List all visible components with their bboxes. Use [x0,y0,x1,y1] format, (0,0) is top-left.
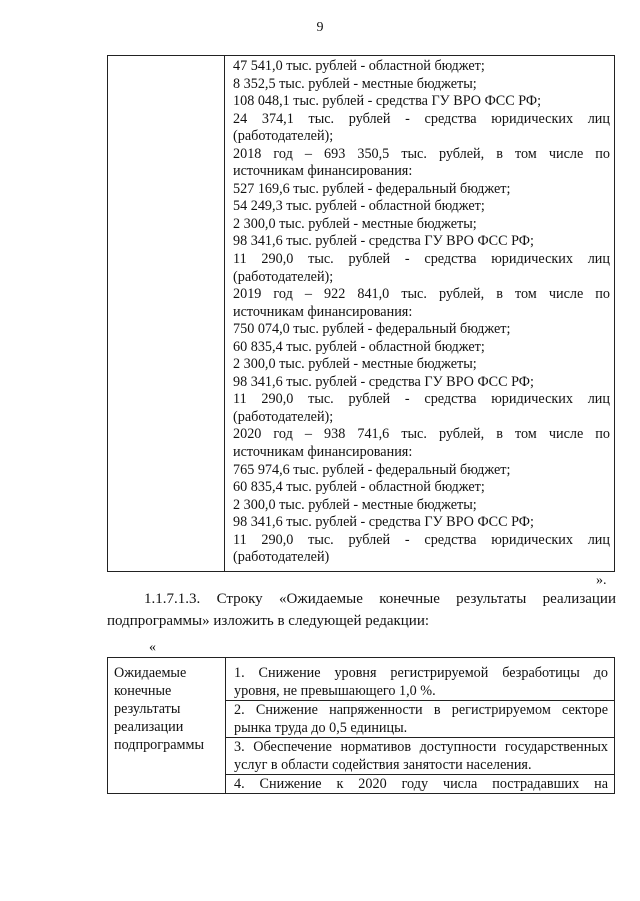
results-table-items-cell [226,658,615,794]
funding-line: 750 074,0 тыс. рублей - федеральный бюджет; [233,321,511,338]
funding-line: 98 341,6 тыс. рублей - средства ГУ ВРО ФСС РФ; [233,373,534,390]
funding-line: 8 352,5 тыс. рублей - местные бюджеты; [233,75,477,92]
result-item-line: 4. Снижение к 2020 году числа пострадавших на [234,776,608,792]
results-label-line: результаты [114,701,181,717]
funding-line: источникам финансирования: [233,303,413,320]
result-item [234,664,608,700]
funding-table [107,55,615,572]
funding-line: 2 300,0 тыс. рублей - местные бюджеты; [233,215,477,232]
funding-line: 108 048,1 тыс. рублей - средства ГУ ВРО ФСС РФ; [233,93,542,110]
funding-line: источникам финансирования: [233,444,413,461]
results-label-line: подпрограммы [114,737,204,753]
funding-line: 11 290,0 тыс. рублей - средства юридических лиц [233,531,610,548]
results-table-label-cell [108,658,226,794]
funding-table-label-cell [108,56,225,572]
funding-line: 2 300,0 тыс. рублей - местные бюджеты; [233,496,477,513]
funding-line: (работодателей); [233,128,334,145]
result-item-line: 3. Обеспечение нормативов доступности государственных [234,739,608,755]
funding-line: 24 374,1 тыс. рублей - средства юридических лиц [233,110,610,127]
funding-line: 765 974,6 тыс. рублей - федеральный бюджет; [233,461,511,478]
funding-table-value-cell [225,56,615,572]
funding-line: 60 835,4 тыс. рублей - областной бюджет; [233,479,485,496]
funding-line: 11 290,0 тыс. рублей - средства юридических лиц [233,251,610,268]
result-item [226,700,614,737]
results-label-line: конечные [114,683,172,699]
result-item-line: уровня, не превышающего 1,0 %. [234,683,436,699]
funding-line: 2019 год – 922 841,0 тыс. рублей, в том числе по [233,286,610,303]
amendment-paragraph-line-1: 1.1.7.1.3. Строку «Ожидаемые конечные результаты реализации [144,591,616,607]
closing-quote: ». [596,573,607,588]
funding-line: (работодателей); [233,268,334,285]
funding-line: 54 249,3 тыс. рублей - областной бюджет; [233,198,485,215]
funding-line: 98 341,6 тыс. рублей - средства ГУ ВРО ФСС РФ; [233,514,534,531]
result-item-line: услуг в области содействия занятости населения. [234,757,532,773]
funding-line: 2018 год – 693 350,5 тыс. рублей, в том числе по [233,145,610,162]
funding-line: 98 341,6 тыс. рублей - средства ГУ ВРО ФСС РФ; [233,233,534,250]
result-item-line: 2. Снижение напряженности в регистрируемом секторе [234,702,608,718]
funding-line: 2 300,0 тыс. рублей - местные бюджеты; [233,356,477,373]
results-label-line: Ожидаемые [114,665,187,681]
funding-line: 60 835,4 тыс. рублей - областной бюджет; [233,338,485,355]
funding-line: (работодателей) [233,549,330,566]
funding-line: 47 541,0 тыс. рублей - областной бюджет; [233,58,485,74]
funding-line: 11 290,0 тыс. рублей - средства юридических лиц [233,391,610,408]
page-number: 9 [316,20,324,35]
result-item-line: 1. Снижение уровня регистрируемой безработицы до [234,665,608,681]
funding-line: 527 169,6 тыс. рублей - федеральный бюджет; [233,180,511,197]
funding-line: (работодателей); [233,408,334,425]
funding-line: 2020 год – 938 741,6 тыс. рублей, в том числе по [233,426,610,443]
amendment-paragraph-line-2: подпрограммы» изложить в следующей редакции: [107,613,430,629]
opening-quote: « [149,640,156,655]
funding-line: источникам финансирования: [233,163,413,180]
results-label-line: реализации [114,719,184,735]
results-table [107,657,615,794]
result-item [226,774,614,793]
result-item-line: рынка труда до 0,5 единицы. [234,720,408,736]
result-item [226,737,614,774]
